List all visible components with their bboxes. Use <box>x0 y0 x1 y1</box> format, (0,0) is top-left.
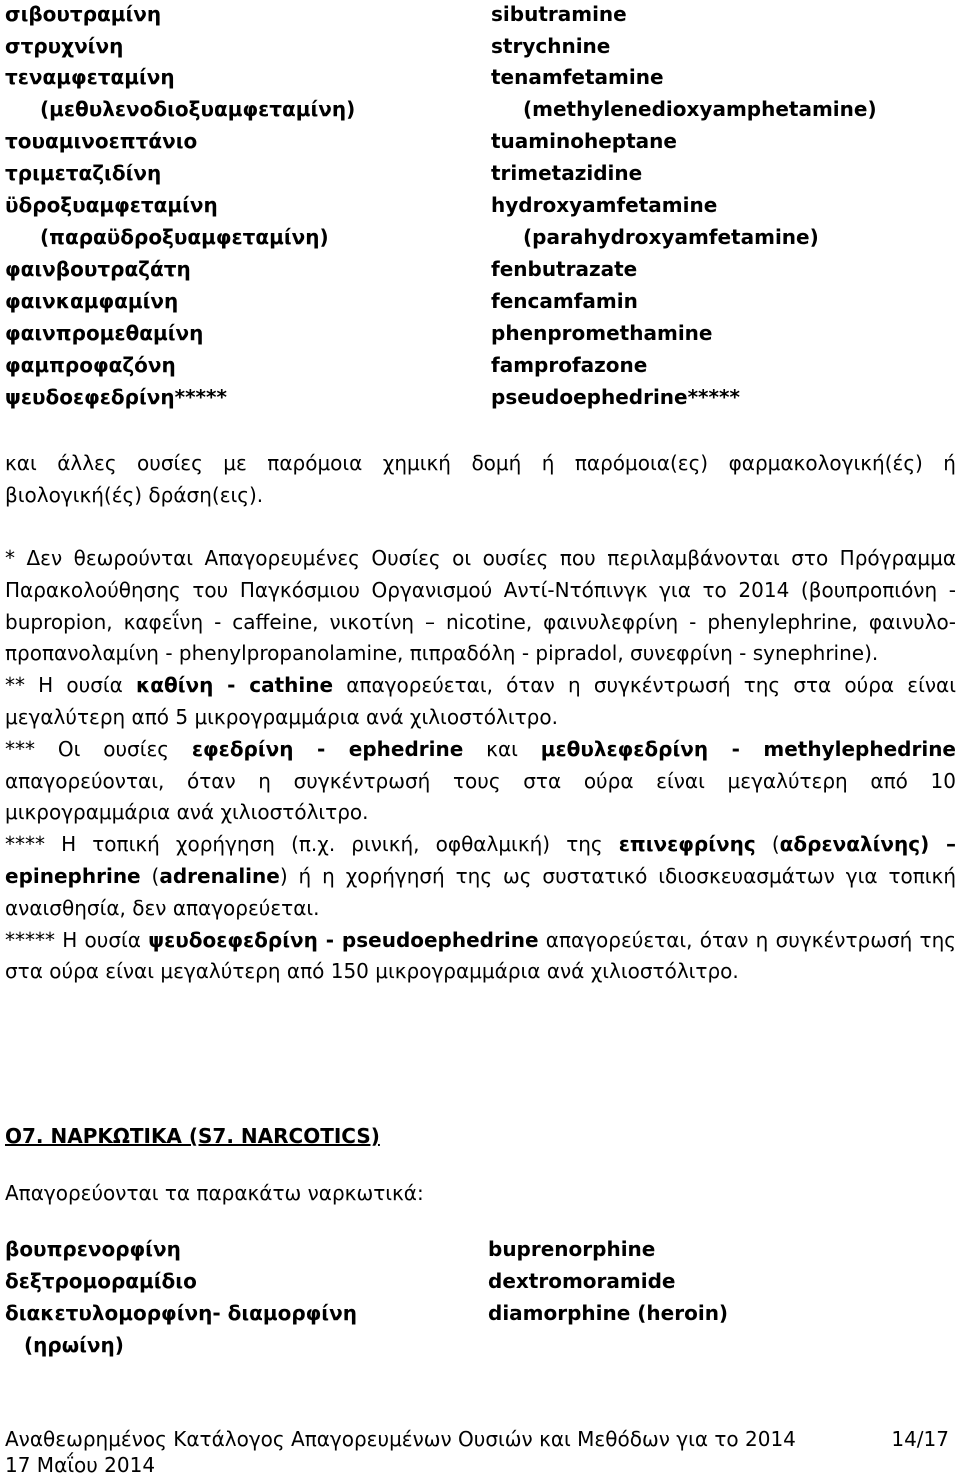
substance-greek: στρυχνίνη <box>5 34 124 58</box>
substance-english: buprenorphine <box>488 1237 656 1261</box>
substance-greek: τριμεταζιδίνη <box>5 161 162 185</box>
footnote-2 <box>5 670 956 734</box>
footnote-2-suffix: απαγορεύεται, όταν η συγκέντρωσή της στα ούρα είναι μεγαλύτερη από 5 μικρογραμμάρια ανά χιλιοστόλιτρο. <box>5 673 956 729</box>
footnote-4-substance-2: αδρεναλίνης) – epinephrine <box>5 832 956 888</box>
substance-row <box>0 317 960 349</box>
substance-row <box>0 253 960 285</box>
footnote-4-substance-3: adrenaline <box>159 863 280 888</box>
footnote-3-mid: και <box>463 736 541 761</box>
footnote-4-open: ( <box>755 832 780 857</box>
substance-row <box>0 93 960 125</box>
footnote-4-mid: ( <box>140 863 160 888</box>
footnote-4-prefix: **** Η τοπική χορήγηση (π.χ. ρινική, οφθαλμική) της <box>5 832 619 857</box>
substance-english: strychnine <box>491 34 611 58</box>
substance-greek: φαινκαμφαμίνη <box>5 289 179 313</box>
substance-greek: φαινπρομεθαμίνη <box>5 321 204 345</box>
other-substances-text: και άλλες ουσίες με παρόμοια χημική δομή ή παρόμοια(ες) φαρμακολογική(ές) ή βιολογική(ές) δράση(εις). <box>5 451 956 507</box>
footnote-3-suffix: απαγορεύονται, όταν η συγκέντρωσή τους στα ούρα είναι μεγαλύτερη από 10 μικρογραμμάρια ανά χιλιοστόλιτρο. <box>5 768 956 825</box>
substance-greek: τεναμφεταμίνη <box>5 65 175 89</box>
footnote-4-suffix: ) ή η χορήγησή της ως συστατικό ιδιοσκευασμάτων για τοπική αναισθησία, δεν απαγορεύεται. <box>5 863 956 920</box>
substance-row <box>0 1265 960 1297</box>
substance-row <box>0 125 960 157</box>
substance-row <box>0 1297 960 1329</box>
page-footer <box>5 1426 955 1478</box>
substance-english: sibutramine <box>491 2 627 26</box>
substance-english: famprofazone <box>491 353 648 377</box>
other-substances-paragraph <box>5 448 956 512</box>
substance-row <box>0 1329 960 1361</box>
substance-english: dextromoramide <box>488 1269 676 1293</box>
footnote-3-substance-2: μεθυλεφεδρίνη - methylephedrine <box>540 736 956 761</box>
footnote-3 <box>5 734 956 829</box>
footnote-5 <box>5 925 956 989</box>
substance-greek: φαινβουτραζάτη <box>5 257 191 281</box>
substance-row <box>0 285 960 317</box>
footer-title: Αναθεωρημένος Κατάλογος Απαγορευμένων Ουσιών και Μεθόδων για το 2014 <box>5 1427 796 1451</box>
substance-english: diamorphine (heroin) <box>488 1301 729 1325</box>
footnote-1: * Δεν θεωρούνται Απαγορευμένες Ουσίες οι ουσίες που περιλαμβάνονται στο Πρόγραμμα Παρακολούθησης του Παγκόσμιου Οργανισμού Αντί-Ντόπινγκ για το 2014 (βουπροπιόνη - bupropion, καφεΐνη - caffeine, νικοτίνη – nicotine, φαινυλεφρίνη - phenylephrine, φαινυλο-προπανολαμίνη - phenylpropanolamine, πιπραδόλη - pipradol, συνεφρίνη - synephrine). <box>5 546 956 666</box>
substance-english: fenbutrazate <box>491 257 638 281</box>
substance-greek: φαμπροφαζόνη <box>5 353 176 377</box>
substance-english: fencamfamin <box>491 289 638 313</box>
substance-greek: (μεθυλενοδιοξυαμφεταμίνη) <box>40 97 356 121</box>
footer-date: 17 Μαΐου 2014 <box>5 1453 156 1477</box>
substance-english: hydroxyamfetamine <box>491 193 718 217</box>
substance-row <box>0 349 960 381</box>
footnote-3-substance-1: εφεδρίνη - ephedrine <box>191 736 464 761</box>
footnote-4-substance-1: επινεφρίνης <box>618 832 756 857</box>
footnote-5-substance: ψευδοεφεδρίνη - pseudoephedrine <box>148 927 539 952</box>
section-heading-s7: Ο7. ΝΑΡΚΩΤΙΚΑ (S7. NARCOTICS) <box>5 1124 380 1148</box>
substance-greek: σιβουτραμίνη <box>5 2 162 26</box>
substance-greek: δεξτρομοραμίδιο <box>5 1269 197 1293</box>
substance-row <box>0 157 960 189</box>
footnote-2-substance: καθίνη - cathine <box>136 673 334 698</box>
footnote-4 <box>5 829 956 924</box>
substance-greek: ψευδοεφεδρίνη***** <box>5 385 227 409</box>
substance-greek: βουπρενορφίνη <box>5 1237 181 1261</box>
footnote-5-suffix: απαγορεύεται, όταν η συγκέντρωσή της στα ούρα είναι μεγαλύτερη από 150 μικρογραμμάρια ανά χιλιοστόλιτρο. <box>5 927 957 984</box>
substance-row <box>0 1233 960 1265</box>
substance-english: pseudoephedrine***** <box>491 385 740 409</box>
substance-row <box>0 61 960 93</box>
substance-row <box>0 381 960 413</box>
substance-greek: διακετυλομορφίνη- διαμορφίνη <box>5 1301 357 1325</box>
page-number: 14/17 <box>891 1427 949 1451</box>
substance-row <box>0 221 960 253</box>
substance-greek: τουαμινοεπτάνιο <box>5 129 198 153</box>
substance-row <box>0 0 960 30</box>
substance-row <box>0 30 960 62</box>
substance-english: tenamfetamine <box>491 65 664 89</box>
footnote-2-prefix: ** Η ουσία <box>5 673 137 698</box>
footnote-5-prefix: ***** Η ουσία <box>5 927 149 952</box>
substance-greek: (ηρωίνη) <box>24 1333 124 1357</box>
substance-english: (parahydroxyamfetamine) <box>523 225 819 249</box>
section-s7-intro: Απαγορεύονται τα παρακάτω ναρκωτικά: <box>5 1181 424 1205</box>
substance-english: (methylenedioxyamphetamine) <box>523 97 877 121</box>
footnote-3-prefix: *** Οι ουσίες <box>5 736 192 761</box>
substance-english: tuaminoheptane <box>491 129 677 153</box>
substance-english: phenpromethamine <box>491 321 713 345</box>
substance-row <box>0 189 960 221</box>
footnotes <box>5 543 956 988</box>
substance-greek: (παραϋδροξυαμφεταμίνη) <box>40 225 329 249</box>
substance-english: trimetazidine <box>491 161 643 185</box>
substance-greek: ϋδροξυαμφεταμίνη <box>5 193 218 217</box>
